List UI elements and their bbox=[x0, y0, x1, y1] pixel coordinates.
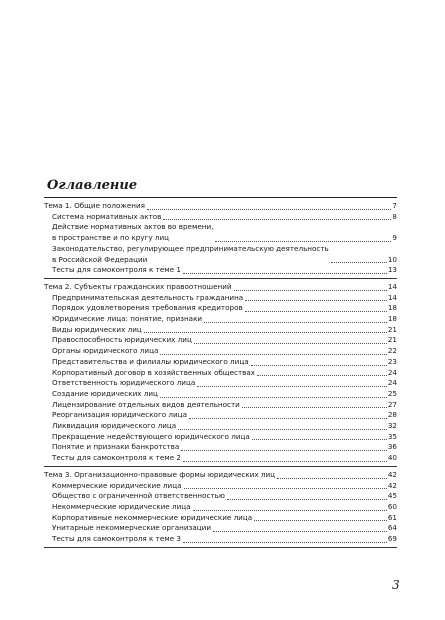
leader-dots bbox=[257, 375, 387, 376]
table-of-contents bbox=[44, 197, 397, 548]
toc-entry-label: Корпоративный договор в хозяйственных обществах bbox=[52, 367, 256, 377]
toc-topic-row[interactable] bbox=[44, 201, 397, 212]
toc-entry[interactable] bbox=[44, 378, 397, 389]
toc-entry[interactable] bbox=[44, 346, 397, 357]
leader-dots bbox=[251, 365, 387, 366]
leader-dots bbox=[178, 429, 387, 430]
toc-entry-label: Тесты для самоконтроля к теме 3 bbox=[52, 534, 181, 544]
toc-topic-page: 14 bbox=[387, 281, 397, 291]
leader-dots bbox=[183, 542, 387, 543]
leader-dots bbox=[183, 461, 387, 462]
toc-entry[interactable] bbox=[44, 432, 397, 443]
toc-entry[interactable] bbox=[44, 481, 397, 492]
toc-entry-label: Юридические лица: понятие, признаки bbox=[52, 314, 203, 324]
leader-dots bbox=[254, 520, 387, 521]
toc-entry-label: Тесты для самоконтроля к теме 1 bbox=[52, 265, 181, 275]
toc-entry-page: 36 bbox=[387, 442, 397, 452]
toc-entry[interactable] bbox=[44, 293, 397, 304]
toc-topic-label: Тема 1. Общие положения bbox=[44, 201, 145, 210]
toc-entry[interactable] bbox=[44, 222, 397, 243]
toc-entry-label: Понятие и признаки банкротства bbox=[52, 442, 180, 452]
toc-entry[interactable] bbox=[44, 265, 397, 276]
toc-entry[interactable] bbox=[44, 453, 397, 464]
toc-entry-label: Ликвидация юридического лица bbox=[52, 421, 177, 431]
toc-entry[interactable] bbox=[44, 410, 397, 421]
toc-entry-label: Лицензирование отдельных видов деятельности bbox=[52, 399, 240, 409]
toc-topic-label: Тема 2. Субъекты гражданских правоотношений bbox=[44, 281, 232, 291]
toc-entry[interactable] bbox=[44, 502, 397, 513]
toc-entry-label: Корпоративные некоммерческие юридические лица bbox=[52, 512, 253, 522]
toc-entry-label: Прекращение недействующего юридического лица bbox=[52, 431, 250, 441]
toc-entry[interactable] bbox=[44, 244, 397, 265]
toc-entry-label: Общество с ограниченной ответственностью bbox=[52, 491, 225, 501]
toc-entry-label: Коммерческие юридические лица bbox=[52, 480, 182, 490]
toc-entry-label: Тесты для самоконтроля к теме 2 bbox=[52, 453, 181, 463]
toc-entry-page: 23 bbox=[387, 356, 397, 366]
leader-dots bbox=[160, 354, 386, 355]
toc-entry-page: 32 bbox=[387, 421, 397, 431]
leader-dots bbox=[194, 343, 387, 344]
toc-entry-label: Органы юридического лица bbox=[52, 346, 159, 356]
leader-dots bbox=[245, 311, 387, 312]
toc-entry-page: 21 bbox=[387, 335, 397, 345]
toc-entry-label: Унитарные некоммерческие организации bbox=[52, 523, 211, 533]
toc-entry[interactable] bbox=[44, 357, 397, 368]
toc-entry[interactable] bbox=[44, 491, 397, 502]
toc-entry-page: 14 bbox=[387, 292, 397, 302]
toc-entry-page: 24 bbox=[387, 367, 397, 377]
leader-dots bbox=[163, 219, 391, 220]
toc-entry[interactable] bbox=[44, 314, 397, 325]
leader-dots bbox=[184, 488, 387, 489]
toc-entry[interactable] bbox=[44, 442, 397, 453]
toc-entry-page: 61 bbox=[387, 512, 397, 522]
toc-topic-page: 7 bbox=[392, 201, 397, 210]
leader-dots bbox=[277, 478, 387, 479]
leader-dots bbox=[204, 322, 387, 323]
toc-entry-label: Порядок удовлетворения требования кредиторов bbox=[52, 303, 243, 313]
leader-dots bbox=[245, 300, 387, 301]
toc-section bbox=[44, 198, 397, 279]
toc-section bbox=[44, 467, 397, 548]
toc-section-entries bbox=[44, 282, 397, 464]
toc-entry-label: Ответственность юридического лица bbox=[52, 378, 196, 388]
toc-entry-label: Действие нормативных актов во времени, в пространстве и по кругу лиц bbox=[52, 222, 214, 243]
toc-entry-page: 25 bbox=[387, 388, 397, 398]
toc-entry[interactable] bbox=[44, 212, 397, 223]
toc-entry[interactable] bbox=[44, 421, 397, 432]
toc-entry-page: 28 bbox=[387, 410, 397, 420]
toc-entry-label: Реорганизация юридического лица bbox=[52, 410, 187, 420]
toc-heading: Оглавление bbox=[47, 178, 138, 193]
toc-entry[interactable] bbox=[44, 303, 397, 314]
leader-dots bbox=[213, 531, 387, 532]
toc-entry-page: 42 bbox=[387, 480, 397, 490]
toc-entry[interactable] bbox=[44, 400, 397, 411]
toc-entry[interactable] bbox=[44, 368, 397, 379]
toc-entry-page: 40 bbox=[387, 453, 397, 463]
leader-dots bbox=[193, 510, 387, 511]
toc-entry-label: Система нормативных актов bbox=[52, 211, 162, 221]
toc-topic-row[interactable] bbox=[44, 282, 397, 293]
page-number: 3 bbox=[392, 578, 400, 592]
toc-topic-page: 42 bbox=[387, 469, 397, 479]
toc-entry-page: 60 bbox=[387, 501, 397, 511]
toc-entry[interactable] bbox=[44, 335, 397, 346]
toc-entry-page: 8 bbox=[392, 211, 397, 221]
toc-topic-label: Тема 3. Организационно-правовые формы юридических лиц bbox=[44, 469, 276, 479]
toc-entry-page: 35 bbox=[387, 431, 397, 441]
leader-dots bbox=[147, 209, 391, 210]
toc-entry-page: 24 bbox=[387, 378, 397, 388]
leader-dots bbox=[252, 439, 387, 440]
toc-entry-label: Законодательство, регулирующее предпринимательскую деятельность в Российской Федерации bbox=[52, 243, 329, 264]
leader-dots bbox=[331, 262, 387, 263]
toc-entry-page: 69 bbox=[387, 534, 397, 544]
toc-entry-label: Правоспособность юридических лиц bbox=[52, 335, 192, 345]
toc-topic-row[interactable] bbox=[44, 470, 397, 481]
toc-section bbox=[44, 279, 397, 467]
toc-entry[interactable] bbox=[44, 325, 397, 336]
leader-dots bbox=[227, 499, 387, 500]
toc-entry-page: 18 bbox=[387, 314, 397, 324]
toc-entry-label: Предпринимательская деятельность гражданина bbox=[52, 292, 244, 302]
leader-dots bbox=[183, 273, 387, 274]
toc-entry-page: 22 bbox=[387, 346, 397, 356]
leader-dots bbox=[160, 397, 387, 398]
toc-entry-label: Представительства и филиалы юридического лица bbox=[52, 356, 249, 366]
toc-entry-page: 13 bbox=[387, 265, 397, 275]
leader-dots bbox=[215, 241, 391, 242]
toc-entry-page: 10 bbox=[387, 254, 397, 264]
toc-section-entries bbox=[44, 201, 397, 276]
toc-entry-page: 21 bbox=[387, 324, 397, 334]
toc-section-entries bbox=[44, 470, 397, 545]
toc-entry-page: 18 bbox=[387, 303, 397, 313]
toc-entry-label: Некоммерческие юридические лица bbox=[52, 501, 191, 511]
toc-entry-label: Создание юридических лиц bbox=[52, 388, 158, 398]
leader-dots bbox=[197, 386, 387, 387]
toc-entry-page: 64 bbox=[387, 523, 397, 533]
toc-entry[interactable] bbox=[44, 523, 397, 534]
toc-entry-page: 45 bbox=[387, 491, 397, 501]
toc-entry[interactable] bbox=[44, 534, 397, 545]
leader-dots bbox=[144, 332, 387, 333]
toc-entry-page: 9 bbox=[392, 233, 397, 243]
leader-dots bbox=[234, 290, 387, 291]
toc-entry[interactable] bbox=[44, 513, 397, 524]
leader-dots bbox=[181, 450, 387, 451]
leader-dots bbox=[189, 418, 387, 419]
leader-dots bbox=[242, 407, 387, 408]
toc-entry[interactable] bbox=[44, 389, 397, 400]
toc-entry-page: 27 bbox=[387, 399, 397, 409]
toc-entry-label: Виды юридических лиц bbox=[52, 324, 142, 334]
